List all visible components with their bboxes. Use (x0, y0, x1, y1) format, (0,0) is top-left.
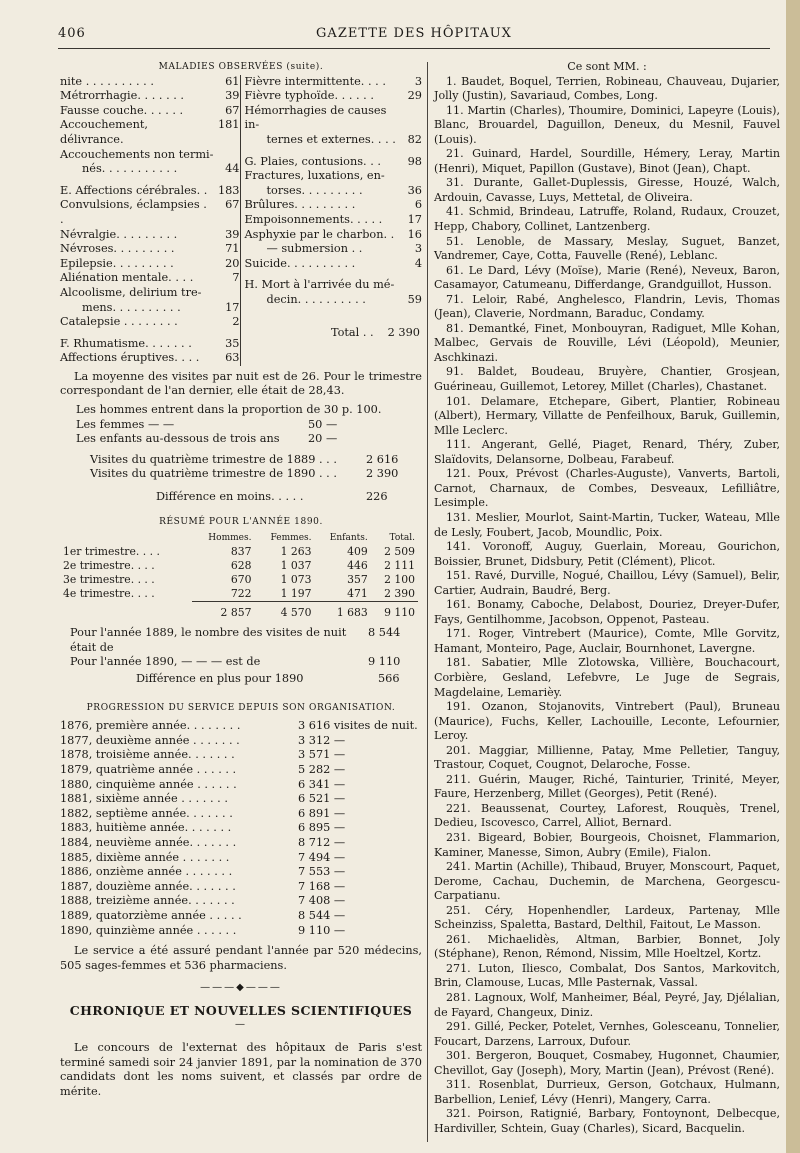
maladies-table (60, 75, 422, 366)
laureate-group: 121. Poux, Prévost (Charles-Auguste), Vanverts, Bartoli, Carnot, Charnaux, de Combes, Desveaux, Lefilliâtre, Lesimple. (434, 467, 780, 510)
laureate-group: 31. Durante, Gallet-Duplessis, Giresse, Houzé, Walch, Ardouin, Cavasse, Luys, Mettetal, de Oliveira. (434, 176, 780, 204)
progression-value: 7 553 — (298, 865, 346, 879)
paragraph-moyenne: La moyenne des visites par nuit est de 26. Pour le trimestre correspondant de l'an dernier, elle était de 28,43. (60, 369, 422, 398)
laureate-group: 271. Luton, Iliesco, Combalat, Dos Santos, Markovitch, Brin, Clamouse, Lucas, Mlle Pasternak, Vassal. (434, 961, 780, 990)
total-cell: 2 857 (192, 602, 255, 621)
malady-label: Affections éruptives. . . . (60, 351, 200, 365)
year-1890-value: 9 110 (368, 655, 401, 669)
quarter-compare (60, 453, 422, 505)
malady-label: Hémorrhagies de causes in- (244, 103, 387, 132)
progression-year: 1879, quatrième année . . . . . . (60, 762, 237, 776)
progression-year: 1883, huitième année. . . . . . . (60, 821, 232, 835)
laureate-group: 151. Ravé, Durville, Nogué, Chaillou, Lévy (Samuel), Belir, Cartier, Audrain, Baudré, Berg. (434, 569, 780, 597)
year-difference-label: Différence en plus pour 1890 (136, 672, 304, 685)
malady-label: Fièvre intermittente. . . . (244, 74, 386, 88)
progression-row (60, 909, 422, 924)
progression-year: 1890, quinzième année . . . . . . (60, 923, 237, 937)
laureate-group: 231. Bigeard, Bobier, Bourgeois, Choisnet, Flammarion, Kaminer, Manesse, Simon, Aubry (Emile), Fialon. (434, 830, 780, 859)
malady-label: Convulsions, éclampsies . . (60, 198, 207, 226)
malady-row (60, 301, 240, 316)
malady-row (245, 133, 423, 148)
table-cell: 628 (230, 559, 252, 573)
progression-value: 7 408 — (298, 894, 346, 908)
table-cell: 1er trimestre. . . . (63, 545, 160, 559)
table-cell: 446 (347, 559, 368, 573)
column-header: Femmes. (270, 533, 312, 544)
malady-row (60, 162, 240, 177)
table-cell: 722 (230, 587, 252, 601)
service-paragraph: Le service a été assuré pendant l'année par 520 médecins, 505 sages-femmes et 536 pharmaciens. (60, 944, 422, 972)
malady-count: 17 (407, 212, 422, 226)
malady-row (245, 155, 423, 170)
malady-row (60, 271, 240, 286)
maladies-right (240, 75, 423, 366)
malady-count: 17 (225, 300, 240, 314)
progression-year: 1880, cinquième année . . . . . . (60, 777, 237, 791)
progression-row (60, 734, 422, 749)
running-header (58, 26, 770, 46)
progression-value: 6 521 — (298, 792, 346, 806)
malady-row (245, 278, 423, 293)
progression-year: 1881, sixième année . . . . . . . (60, 792, 228, 806)
row-gap (245, 271, 423, 278)
malady-count: 39 (225, 89, 240, 103)
progression-value: 3 616 visites de nuit. (298, 719, 418, 733)
table-cell: 2 509 (384, 545, 415, 559)
malady-label: Névroses. . . . . . . . . (60, 242, 175, 256)
laureate-group: 161. Bonamy, Caboche, Delabost, Douriez, Dreyer-Dufer, Fays, Gentilhomme, Jacobson, Oppenot, Pasteau. (434, 598, 780, 626)
progression-year: 1884, neuvième année. . . . . . . (60, 835, 237, 849)
table-row (60, 545, 418, 559)
maladies-left (60, 75, 240, 366)
laureate-group: 91. Baldet, Boudeau, Bruyère, Chantier, Grosjean, Guérineau, Guillemot, Letorey, Millet (Charles), Chastanet. (434, 365, 780, 394)
laureate-group: 141. Voronoff, Auguy, Guerlain, Moreau, Gourichon, Boissier, Brunet, Didsbury, Petit (Clément), Plicot. (434, 540, 780, 568)
malady-label: Catalepsie . . . . . . . . (60, 315, 178, 329)
progression-value: 6 895 — (298, 821, 346, 835)
laureate-group: 111. Angerant, Gellé, Piaget, Renard, Théry, Zuber, Slaïdovits, Delansorne, Dolbeau, Farabeuf. (434, 438, 780, 466)
malady-count: 35 (225, 336, 240, 350)
malady-row (245, 198, 423, 213)
progression-row (60, 821, 422, 836)
progression-year: 1887, douzième année. . . . . . . (60, 879, 236, 893)
malady-row (60, 337, 240, 352)
concours-paragraph: Le concours de l'externat des hôpitaux de Paris s'est terminé samedi soir 24 janvier 1891, par la nomination de 370 candidats dont les noms suivent, et classés par ordre de mérite. (60, 1041, 422, 1098)
table-cell: 357 (347, 573, 368, 587)
progression-value: 9 110 — (298, 923, 346, 937)
laureate-group: 51. Lenoble, de Massary, Meslay, Suguet, Banzet, Vandremer, Caye, Cotta, Fauvelle (René), Leblanc. (434, 234, 780, 263)
malady-row (245, 293, 423, 308)
progression-row (60, 924, 422, 939)
malady-count: 3 (414, 242, 422, 256)
progression-year: 1888, treizième année. . . . . . . (60, 894, 235, 908)
journal-title: GAZETTE DES HÔPITAUX (316, 26, 512, 41)
year-1889-value: 8 544 (368, 626, 401, 640)
malady-row (245, 213, 423, 228)
malady-row (60, 286, 240, 301)
table-cell: 1 263 (280, 545, 312, 559)
laureate-group: 221. Beaussenat, Courtey, Laforest, Rouquès, Trenel, Dedieu, Iscovesco, Carrel, Alliot, Bernard. (434, 801, 780, 830)
table-cell: 3e trimestre. . . . (63, 573, 155, 587)
laureate-group: 251. Céry, Hopenhendler, Lardeux, Partenay, Mlle Scheinziss, Spaletta, Bastard, Delthil, Faitout, Le Masson. (434, 903, 780, 932)
laureate-group: 261. Michaelidès, Altman, Barbier, Bonnet, Joly (Stéphane), Renon, Rémond, Nissim, Mlle Hoeltzel, Kortz. (434, 932, 780, 961)
malady-label: Fausse couche. . . . . . (60, 103, 184, 117)
year-1889-label: Pour l'année 1889, le nombre des visites de nuit était de (70, 626, 347, 654)
malady-row (60, 315, 240, 330)
row-gap (60, 177, 240, 184)
malady-label: Métrorrhagie. . . . . . . (60, 89, 185, 103)
progression-row (60, 792, 422, 807)
malady-row (245, 242, 423, 257)
progression-value: 6 891 — (298, 806, 346, 820)
malady-label: nés. . . . . . . . . . . (82, 162, 178, 176)
laureate-group: 311. Rosenblat, Durrieux, Gerson, Gotchaux, Hulmann, Barbellion, Lenief, Lévy (Henri), Mangery, Carra. (434, 1078, 780, 1106)
total-cell: 4 570 (254, 602, 314, 621)
malady-row (60, 184, 240, 199)
progression-value: 8 712 — (298, 835, 346, 849)
malady-row (60, 351, 240, 366)
malady-label: Névralgie. . . . . . . . . (60, 227, 178, 241)
table-cell: 4e trimestre. . . . (63, 587, 155, 601)
proportion-intro: Les hommes entrent dans la proportion de 30 p. 100. (76, 403, 382, 417)
malady-count: 71 (225, 242, 240, 256)
malady-row (245, 169, 423, 184)
table-cell: 409 (347, 545, 368, 559)
malady-label: Empoisonnements. . . . . (244, 212, 383, 226)
year-1890-label: Pour l'année 1890, — — — est de (70, 655, 261, 669)
table-cell: 1 197 (280, 587, 312, 601)
malady-label: — submersion . . (266, 242, 363, 256)
malady-label: Suicide. . . . . . . . . . (244, 256, 356, 270)
malady-row (60, 228, 240, 243)
total-cell: 9 110 (371, 602, 418, 621)
progression-row (60, 748, 422, 763)
q4-1890-label: Visites du quatrième trimestre de 1890 . . . (90, 467, 337, 481)
separator-dash: — (235, 1019, 247, 1031)
table-cell: 670 (230, 573, 252, 587)
malady-count: 67 (225, 103, 240, 117)
malady-label: nite . . . . . . . . . . (60, 74, 154, 88)
progression-value: 3 312 — (298, 733, 346, 747)
progression-year: 1889, quatorzième année . . . . . (60, 908, 242, 922)
laureates-intro: Ce sont MM. : (567, 60, 647, 73)
table-row (60, 587, 418, 602)
proportion-enfants: Les enfants au-dessous de trois ans 20 — (76, 432, 338, 446)
table-cell: 2e trimestre. . . . (63, 559, 155, 573)
laureate-group: 191. Ozanon, Stojanovits, Vintrebert (Paul), Bruneau (Maurice), Fuchs, Keller, Lachouille, Leconte, Lefournier, Leroy. (434, 700, 780, 743)
malady-count: 82 (407, 132, 422, 146)
laureate-group: 71. Leloir, Rabé, Anghelesco, Flandrin, Levis, Thomas (Jean), Claverie, Nordmann, Baraduc, Condamy. (434, 292, 780, 321)
malady-row (60, 198, 240, 227)
column-header: Total. (389, 533, 415, 544)
laureate-group: 291. Gillé, Pecker, Potelet, Vernhes, Golesceanu, Tonnelier, Foucart, Darzens, Larroux, Dufour. (434, 1020, 780, 1048)
malady-count: 16 (407, 227, 422, 241)
laureate-group: 241. Martin (Achille), Thibaud, Bruyer, Monscourt, Paquet, Derome, Cachau, Duchemin, de Marchena, Georgescu-Carpatianu. (434, 860, 780, 903)
progression-row (60, 880, 422, 895)
table-row (60, 573, 418, 587)
malady-count: 63 (225, 351, 240, 365)
q4-1890-value: 2 390 (366, 467, 399, 481)
malady-row (60, 104, 240, 119)
malady-count: 67 (225, 198, 240, 212)
difference-value: 226 (366, 490, 388, 504)
proportion-block (60, 403, 422, 447)
page-number: 406 (58, 26, 86, 41)
maladies-heading: MALADIES OBSERVÉES (suite). (158, 62, 324, 72)
laureate-group: 281. Lagnoux, Wolf, Manheimer, Béal, Peyré, Jay, Djélalian, de Fayard, Changeux, Diniz. (434, 991, 780, 1019)
row-gap (245, 148, 423, 155)
q4-1889-label: Visites du quatrième trimestre de 1889 . . . (90, 452, 337, 466)
table-cell: 2 111 (384, 559, 415, 573)
progression-row (60, 865, 422, 880)
malady-row (245, 104, 423, 133)
progression-year: 1878, troisième année. . . . . . . (60, 748, 235, 762)
progression-value: 3 571 — (298, 748, 346, 762)
malady-count: 44 (225, 162, 240, 176)
progression-value: 6 341 — (298, 777, 346, 791)
malady-label: Fractures, luxations, en- (244, 169, 385, 183)
right-column (434, 60, 780, 1136)
malady-row (245, 184, 423, 199)
progression-list (60, 719, 422, 938)
malady-count: 98 (407, 154, 422, 168)
malady-label: Accouchement, délivrance. (60, 118, 148, 146)
column-rule (427, 62, 428, 1142)
malady-count: 7 (232, 271, 240, 285)
total-value: 2 390 (387, 325, 420, 339)
malady-label: Brûlures. . . . . . . . . (244, 198, 356, 212)
progression-row (60, 836, 422, 851)
malady-label: mens. . . . . . . . . . (82, 300, 181, 314)
table-row (60, 559, 418, 573)
malady-label: G. Plaies, contusions. . . (244, 154, 381, 168)
malady-count: 181 (217, 118, 240, 132)
totals-row (60, 602, 418, 621)
laureate-group: 181. Sabatier, Mlle Zlotowska, Villière, Bouchacourt, Corbière, Gesland, Lefebvre, Le Juge de Segrais, Magdelaine, Lemarièy. (434, 656, 780, 699)
table-cell: 1 037 (280, 559, 312, 573)
progression-row (60, 807, 422, 822)
progression-year: 1885, dixième année . . . . . . . (60, 850, 230, 864)
malady-label: Fièvre typhoïde. . . . . . (244, 89, 374, 103)
row-gap (60, 330, 240, 337)
laureate-group: 21. Guinard, Hardel, Sourdille, Hémery, Leray, Martin (Henri), Miquet, Papillon (Gustave), Binot (Jean), Chapt. (434, 147, 780, 175)
page-edge (786, 0, 800, 1153)
laureate-group: 41. Schmid, Brindeau, Latruffe, Roland, Rudaux, Crouzet, Hepp, Chabory, Collinet, Lantzenberg. (434, 205, 780, 234)
summary-table (60, 531, 418, 620)
header-rule (58, 48, 770, 49)
q4-1889-value: 2 616 (366, 452, 399, 466)
table-cell: 1 073 (280, 573, 312, 587)
malady-label: Accouchements non termi- (60, 147, 214, 161)
malady-row (60, 118, 240, 147)
laureate-group: 101. Delamare, Etchepare, Gibert, Plantier, Robineau (Albert), Hermary, Villatte de Penfeilhoux, Baruk, Guillemin, Mlle Leclerc. (434, 394, 780, 437)
malady-row (245, 89, 423, 104)
total-cell: 1 683 (315, 602, 371, 621)
malady-count: 2 (232, 315, 240, 329)
left-column (60, 60, 422, 1099)
laureates-list (434, 75, 780, 1137)
malady-count: 39 (225, 227, 240, 241)
table-cell: 2 390 (384, 587, 415, 601)
laureate-group: 61. Le Dard, Lévy (Moïse), Marie (René), Neveux, Baron, Casamayor, Catumeanu, Differdange, Grandguillot, Husson. (434, 263, 780, 292)
progression-row (60, 763, 422, 778)
year-difference-value: 566 (378, 672, 400, 685)
resume-heading: RÉSUMÉ POUR L'ANNÉE 1890. (159, 516, 323, 527)
malady-row (60, 242, 240, 257)
malady-count: 3 (414, 74, 422, 88)
malady-label: torses. . . . . . . . . (266, 183, 363, 197)
progression-year: 1877, deuxième année . . . . . . . (60, 733, 240, 747)
malady-label: Alcoolisme, delirium tre- (60, 285, 202, 299)
separator-ornament: ———◆——— (200, 982, 282, 994)
malady-label: F. Rhumatisme. . . . . . . (60, 336, 192, 350)
malady-count: 6 (414, 198, 422, 212)
malady-row (60, 148, 240, 163)
progression-value: 5 282 — (298, 762, 346, 776)
progression-year: 1876, première année. . . . . . . . (60, 719, 241, 733)
laureate-group: 301. Bergeron, Bouquet, Cosmabey, Hugonnet, Chaumier, Chevillot, Gay (Joseph), Mory, Martin (Jean), Prévost (René). (434, 1049, 780, 1077)
progression-value: 7 168 — (298, 879, 346, 893)
malady-count: 29 (407, 89, 422, 103)
table-cell: 837 (230, 545, 252, 559)
malady-count: 183 (217, 183, 240, 197)
laureate-group: 1. Baudet, Boquel, Terrien, Robineau, Chauveau, Dujarier, Jolly (Justin), Savariaud, Combes, Long. (434, 74, 780, 103)
progression-row (60, 719, 422, 734)
table-cell: 2 100 (384, 573, 415, 587)
malady-label: H. Mort à l'arrivée du mé- (244, 278, 395, 292)
progression-value: 7 494 — (298, 850, 346, 864)
laureate-group: 171. Roger, Vintrebert (Maurice), Comte, Mlle Gorvitz, Hamant, Monteiro, Page, Auclair, Bournhonet, Lavergne. (434, 627, 780, 655)
column-header: Enfants. (329, 533, 368, 544)
malady-row (60, 75, 240, 90)
total-cell (60, 602, 192, 621)
malady-count: 61 (225, 74, 240, 88)
laureate-group: 321. Poirson, Ratignié, Barbary, Fontoynont, Delbecque, Hardiviller, Schtein, Guay (Charles), Sicard, Bacquelin. (434, 1107, 780, 1135)
malady-label: E. Affections cérébrales. . (60, 183, 208, 197)
laureate-group: 11. Martin (Charles), Thoumire, Dominici, Lapeyre (Louis), Blanc, Brouardel, Daguillon, Deneux, du Mesnil, Fauvel (Louis). (434, 103, 780, 146)
progression-year: 1886, onzième année . . . . . . . (60, 865, 233, 879)
table-cell: 471 (347, 587, 368, 601)
malady-label: Aliénation mentale. . . . (60, 271, 194, 285)
malady-row (245, 75, 423, 90)
malady-count: 20 (225, 256, 240, 270)
difference-label: Différence en moins. . . . . (156, 490, 304, 504)
section-title: CHRONIQUE ET NOUVELLES SCIENTIFIQUES (69, 1002, 413, 1018)
progression-row (60, 778, 422, 793)
laureate-group: 211. Guérin, Mauger, Riché, Tainturier, Trinité, Meyer, Faure, Herzenberg, Millet (Georges), Petit (René). (434, 772, 780, 801)
malady-row (245, 257, 423, 272)
malady-count: 59 (407, 292, 422, 306)
malady-row (245, 228, 423, 243)
malady-label: decin. . . . . . . . . . (266, 292, 366, 306)
malady-count: 4 (414, 256, 422, 270)
malady-count: 36 (407, 183, 422, 197)
progression-row (60, 894, 422, 909)
column-header: Hommes. (208, 533, 252, 544)
column-header (60, 531, 192, 545)
laureate-group: 131. Meslier, Mourlot, Saint-Martin, Tucker, Wateau, Mlle de Lesly, Foubert, Jacob, Moundlic, Poix. (434, 510, 780, 539)
progression-year: 1882, septième année. . . . . . . (60, 806, 233, 820)
malady-label: Epilepsie. . . . . . . . . (60, 256, 174, 270)
malady-row (60, 257, 240, 272)
laureate-group: 201. Maggiar, Millienne, Patay, Mme Pelletier, Tanguy, Trastour, Coquet, Cougnot, Delaroche, Fosse. (434, 743, 780, 772)
year-compare (60, 626, 422, 686)
total-label: Total . . (330, 325, 374, 339)
total-line (245, 326, 423, 341)
malady-label: Asphyxie par le charbon. . (244, 227, 395, 241)
progression-heading: PROGRESSION DU SERVICE DEPUIS SON ORGANISATION. (86, 702, 396, 713)
progression-row (60, 851, 422, 866)
progression-value: 8 544 — (298, 908, 346, 922)
laureate-group: 81. Demantké, Finet, Monbouyran, Radiguet, Mlle Kohan, Malbec, Gervais de Rouville, Lévi (Léopold), Meunier, Aschkinazi. (434, 321, 780, 364)
malady-row (60, 89, 240, 104)
proportion-femmes: Les femmes — — 50 — (76, 417, 338, 431)
malady-label: ternes et externes. . . . (266, 132, 396, 146)
